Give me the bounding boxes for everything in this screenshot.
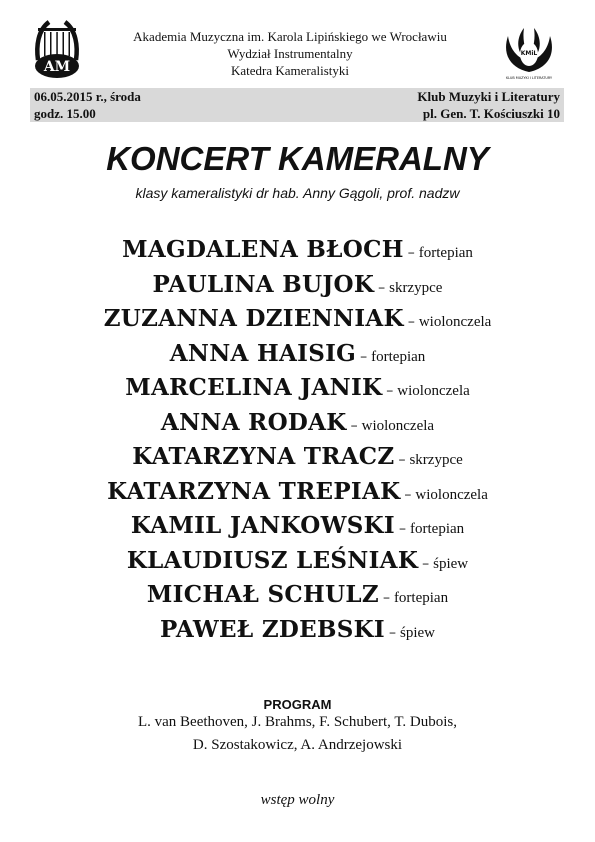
performer-instrument: fortepian	[410, 521, 465, 537]
free-entry-note: wstęp wolny	[260, 792, 335, 808]
performer-instrument: wiolonczela	[418, 314, 492, 330]
department-name: Katedra Kameralistyki	[230, 63, 350, 78]
academy-lyre-logo	[32, 18, 82, 80]
separator-dash: –	[388, 624, 396, 641]
performer-name: KAMIL JANKOWSKI	[130, 512, 395, 539]
separator-dash: –	[378, 279, 386, 296]
header	[0, 0, 595, 88]
separator-dash: –	[398, 452, 406, 468]
venue-block	[417, 88, 560, 122]
date-time-block	[34, 88, 141, 122]
performer-instrument: skrzypce	[389, 279, 443, 296]
separator-dash: –	[422, 555, 430, 572]
performer-name: MICHAŁ SCHULZ	[146, 581, 379, 608]
concert-time: godz. 15.00	[34, 106, 96, 121]
venue-name: Klub Muzyki i Literatury	[417, 89, 560, 104]
venue-address: pl. Gen. T. Kościuszki 10	[422, 106, 560, 121]
performer-row	[0, 512, 595, 547]
performer-row	[0, 547, 595, 582]
performer-row	[0, 271, 595, 306]
performer-row	[0, 236, 595, 271]
separator-dash: –	[407, 314, 415, 330]
performer-instrument: śpiew	[399, 624, 435, 641]
separator-dash: –	[360, 348, 368, 365]
performer-row	[0, 409, 595, 444]
institution-name: Akademia Muzyczna im. Karola Lipińskiego we Wrocławiu	[133, 29, 447, 44]
separator-dash: –	[382, 590, 390, 606]
right-logo-caption: KLUB MUZYKI I LITERATURY	[505, 76, 553, 80]
performer-list	[0, 236, 595, 650]
separator-dash: –	[407, 245, 415, 261]
performer-name: KATARZYNA TRACZ	[132, 443, 395, 470]
performer-instrument: wiolonczela	[415, 486, 488, 503]
performer-name: ANNA HAISIG	[169, 339, 357, 367]
performer-name: PAULINA BUJOK	[152, 270, 375, 298]
page-subtitle: klasy kameralistyki dr hab. Anny Gągoli, prof. nadzw	[135, 185, 460, 201]
performer-row	[0, 581, 595, 616]
institution-block	[90, 28, 490, 79]
separator-dash: –	[350, 417, 358, 434]
performer-instrument: fortepian	[393, 590, 449, 606]
page-title: KONCERT KAMERALNY	[106, 140, 489, 177]
program-heading: PROGRAM	[263, 697, 332, 712]
performer-row	[0, 616, 595, 651]
concert-date: 06.05.2015 r., środa	[34, 89, 141, 104]
left-logo-text: AM	[43, 59, 71, 75]
performer-instrument: wiolonczela	[397, 383, 470, 399]
performer-instrument: fortepian	[418, 245, 473, 261]
performer-name: ZUZANNA DZIENNIAK	[103, 305, 404, 332]
right-logo-text: KMiL	[520, 50, 538, 57]
program-composers-line-2: D. Szostakowicz, A. Andrzejowski	[192, 737, 403, 753]
performer-row	[0, 374, 595, 409]
info-bar	[30, 88, 564, 122]
separator-dash: –	[404, 486, 412, 503]
performer-name: KLAUDIUSZ LEŚNIAK	[126, 546, 419, 574]
separator-dash: –	[386, 383, 394, 399]
performer-name: MARCELINA JANIK	[125, 374, 383, 401]
performer-row	[0, 340, 595, 375]
performer-row	[0, 305, 595, 340]
performer-row	[0, 478, 595, 513]
performer-name: ANNA RODAK	[160, 408, 347, 436]
separator-dash: –	[399, 521, 406, 537]
club-flame-logo	[496, 20, 562, 82]
performer-row	[0, 443, 595, 478]
faculty-name: Wydział Instrumentalny	[227, 46, 353, 61]
performer-instrument: skrzypce	[409, 452, 463, 468]
performer-instrument: śpiew	[433, 555, 469, 572]
performer-name: KATARZYNA TREPIAK	[107, 477, 401, 505]
performer-name: PAWEŁ ZDEBSKI	[160, 615, 385, 643]
performer-instrument: wiolonczela	[361, 417, 435, 434]
performer-name: MAGDALENA BŁOCH	[122, 236, 404, 263]
performer-instrument: fortepian	[371, 348, 426, 365]
program-composers-line-1: L. van Beethoven, J. Brahms, F. Schubert, T. Dubois,	[137, 714, 458, 730]
